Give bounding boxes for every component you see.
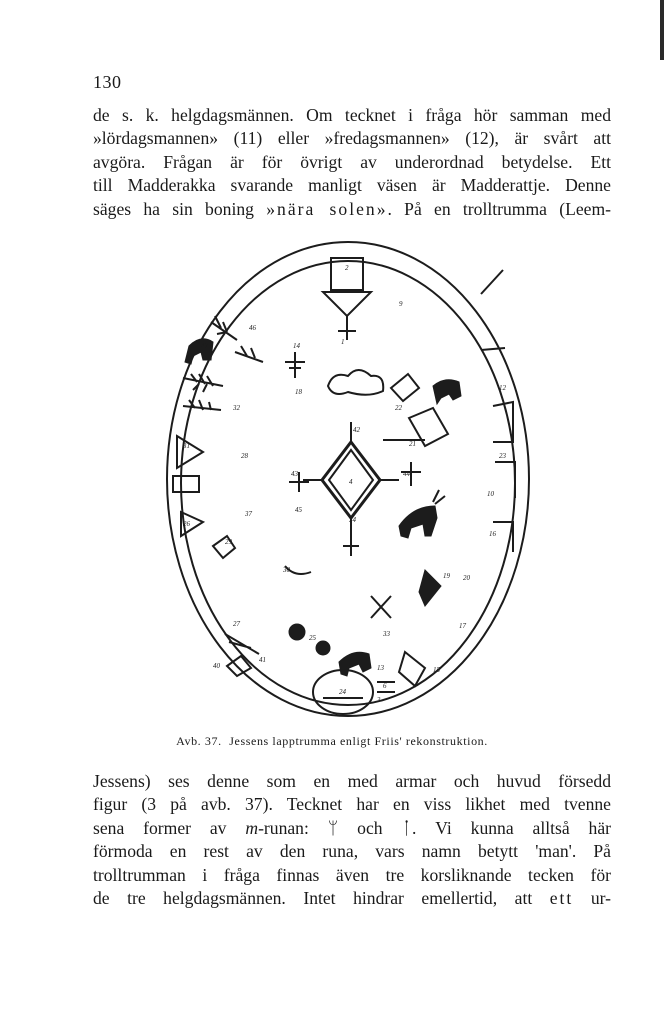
text-line: förmoda en rest av den runa, vars namn betytt 'man'. På [93, 841, 611, 862]
svg-text:29: 29 [225, 538, 232, 546]
svg-text:24: 24 [339, 688, 346, 696]
svg-text:14: 14 [293, 342, 300, 350]
svg-text:15: 15 [433, 666, 440, 674]
svg-text:43: 43 [291, 470, 298, 478]
spaced-phrase: »nära solen» [266, 198, 388, 219]
page-number: 130 [93, 72, 122, 92]
svg-text:31: 31 [183, 442, 190, 450]
svg-text:37: 37 [245, 510, 252, 518]
svg-text:3: 3 [377, 696, 381, 704]
svg-text:45: 45 [295, 506, 302, 514]
svg-text:33: 33 [383, 630, 390, 638]
svg-text:2: 2 [345, 264, 349, 272]
text-line: figur (3 på avb. 37). Tecknet har en viss likhet med tvenne [93, 794, 611, 815]
svg-text:40: 40 [213, 662, 220, 670]
page-edge-mark [660, 0, 664, 60]
caption-text: Jessens lapptrumma enligt Friis' rekonstruktion. [229, 734, 488, 748]
spaced-word: ett [549, 888, 574, 909]
svg-text:30: 30 [283, 566, 290, 574]
drum-rim-outer [167, 242, 529, 716]
svg-text:26: 26 [183, 520, 190, 528]
svg-text:20: 20 [463, 574, 470, 582]
paragraph-top [93, 104, 611, 221]
svg-text:9: 9 [399, 300, 403, 308]
svg-text:16: 16 [489, 530, 496, 538]
animal-figure-upper-right [433, 380, 461, 404]
bottom-oval-figure [313, 670, 395, 714]
right-edge-figures [481, 270, 515, 552]
animal-figure-left [185, 339, 213, 364]
svg-text:32: 32 [233, 404, 240, 412]
figure-caption [0, 734, 664, 749]
lower-figures [225, 566, 441, 686]
svg-text:22: 22 [395, 404, 402, 412]
text-line: till Madderakka svarande manligt väsen är Madderattje. Denne [93, 175, 611, 196]
text-line: »lördagsmannen» (11) eller »fredagsmannen» (12), är svårt att [93, 128, 611, 149]
caption-label: Avb. 37. [176, 734, 222, 748]
paragraph-bottom [93, 770, 611, 910]
svg-text:18: 18 [295, 388, 302, 396]
text-line: säges ha sin boning »nära solen». På en trolltrumma (Leem- [93, 198, 611, 219]
svg-text:23: 23 [499, 452, 506, 460]
cloud-figure [328, 370, 383, 395]
svg-text:21: 21 [409, 440, 416, 448]
svg-text:41: 41 [259, 656, 266, 664]
text-line: Jessens) ses denne som en med armar och huvud försedd [93, 771, 611, 791]
svg-text:47: 47 [201, 342, 208, 350]
text-line: de s. k. helgdagsmännen. Om tecknet i fråga hör samman med [93, 105, 611, 125]
svg-text:10: 10 [487, 490, 494, 498]
rune-letter: m [245, 817, 259, 838]
text-line: de tre helgdagsmännen. Intet hindrar emellertid, att ett ur- [93, 888, 612, 909]
svg-text:12: 12 [499, 384, 506, 392]
drum-illustration [163, 236, 533, 732]
animal-figure-right [399, 490, 445, 538]
svg-text:28: 28 [241, 452, 248, 460]
svg-text:34: 34 [349, 516, 356, 524]
svg-text:1: 1 [341, 338, 345, 346]
svg-text:27: 27 [233, 620, 240, 628]
svg-text:17: 17 [459, 622, 466, 630]
svg-text:4: 4 [349, 478, 353, 486]
svg-text:19: 19 [443, 572, 450, 580]
svg-text:6: 6 [383, 682, 387, 690]
text-line: avgöra. Frågan är för övrigt av underordnad betydelse. Ett [93, 151, 611, 172]
svg-text:46: 46 [249, 324, 256, 332]
svg-text:25: 25 [309, 634, 316, 642]
text-line: trolltrumman i fråga finnas även tre korsliknande tecken för [93, 864, 611, 885]
svg-text:44: 44 [403, 470, 410, 478]
svg-text:42: 42 [353, 426, 360, 434]
svg-text:13: 13 [377, 664, 384, 672]
text-line: sena former av m-runan: ᛘ och ᛙ. Vi kunna alltså här [93, 817, 611, 838]
